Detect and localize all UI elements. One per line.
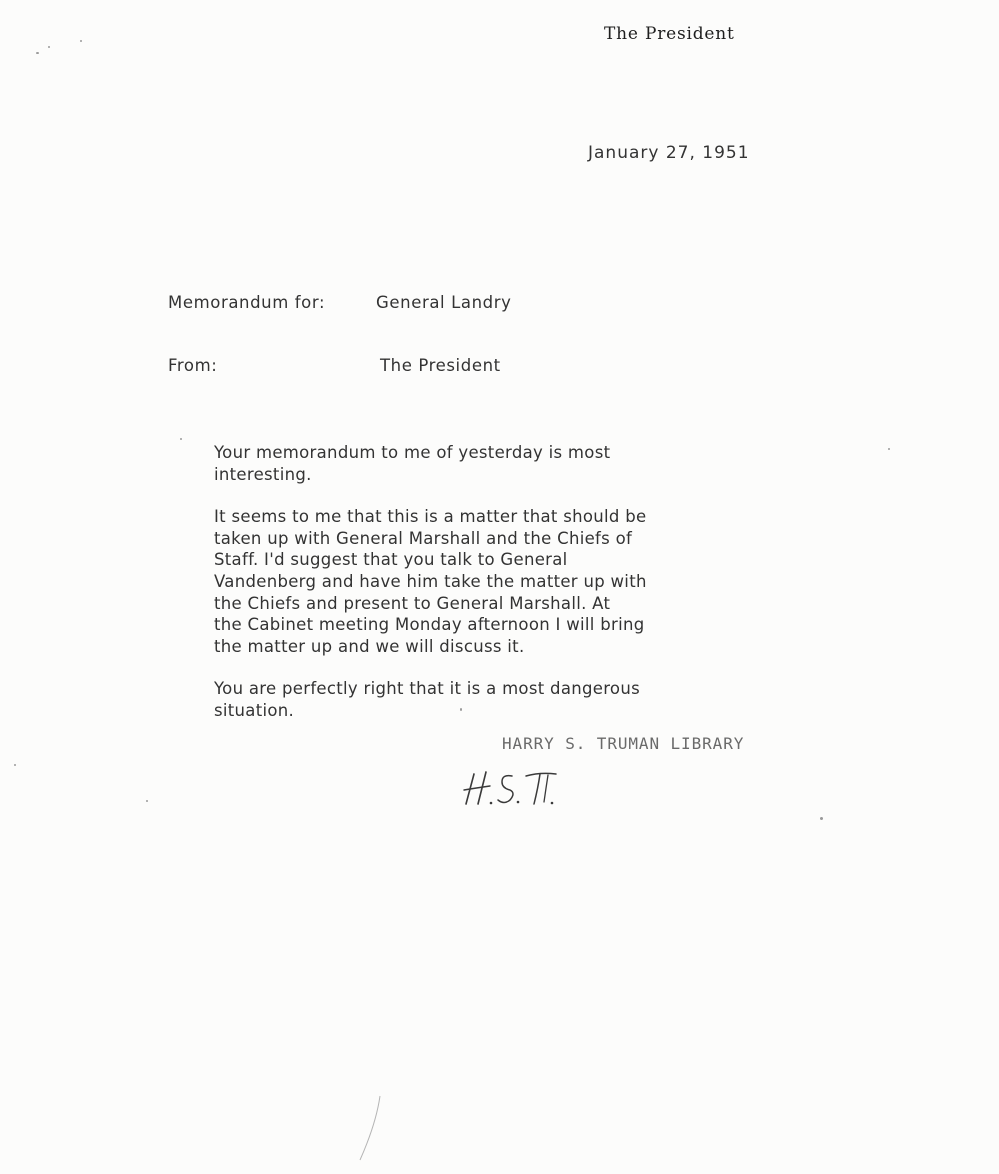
body-paragraph bbox=[214, 678, 774, 721]
memo-body bbox=[214, 442, 774, 743]
scan-scratch-mark bbox=[356, 1094, 386, 1164]
scan-speck bbox=[820, 817, 823, 820]
body-line: interesting. bbox=[214, 464, 312, 484]
memo-date: January 27, 1951 bbox=[588, 143, 750, 163]
body-line: the matter up and we will discuss it. bbox=[214, 636, 525, 656]
memo-for-label: Memorandum for: bbox=[168, 293, 326, 312]
scan-speck bbox=[14, 764, 16, 766]
scan-speck bbox=[460, 708, 462, 711]
archive-stamp: HARRY S. TRUMAN LIBRARY bbox=[502, 734, 745, 753]
scan-speck bbox=[80, 40, 82, 42]
body-line: Staff. I'd suggest that you talk to General bbox=[214, 550, 568, 570]
scan-speck bbox=[888, 448, 890, 450]
body-line: Vandenberg and have him take the matter up with bbox=[214, 571, 647, 591]
scan-speck bbox=[36, 52, 39, 54]
body-line: It seems to me that this is a matter that should be bbox=[214, 507, 647, 527]
body-line: the Chiefs and present to General Marshall. At bbox=[214, 593, 611, 613]
handwritten-initials-signature bbox=[460, 766, 570, 810]
body-line: situation. bbox=[214, 700, 295, 720]
body-line: the Cabinet meeting Monday afternoon I will bring bbox=[214, 615, 645, 635]
body-line: taken up with General Marshall and the Chiefs of bbox=[214, 528, 633, 548]
body-line: Your memorandum to me of yesterday is most bbox=[214, 443, 611, 462]
body-paragraph bbox=[214, 442, 774, 485]
memo-for-value: General Landry bbox=[376, 293, 512, 312]
body-paragraph bbox=[214, 506, 774, 657]
header-addressee: The President bbox=[604, 24, 735, 44]
scan-speck bbox=[48, 46, 50, 48]
body-line: You are perfectly right that it is a most dangerous bbox=[214, 679, 640, 699]
scan-speck bbox=[146, 800, 148, 802]
memo-from-value: The President bbox=[380, 356, 501, 375]
memo-from-label: From: bbox=[168, 356, 218, 375]
scan-speck bbox=[180, 438, 182, 440]
